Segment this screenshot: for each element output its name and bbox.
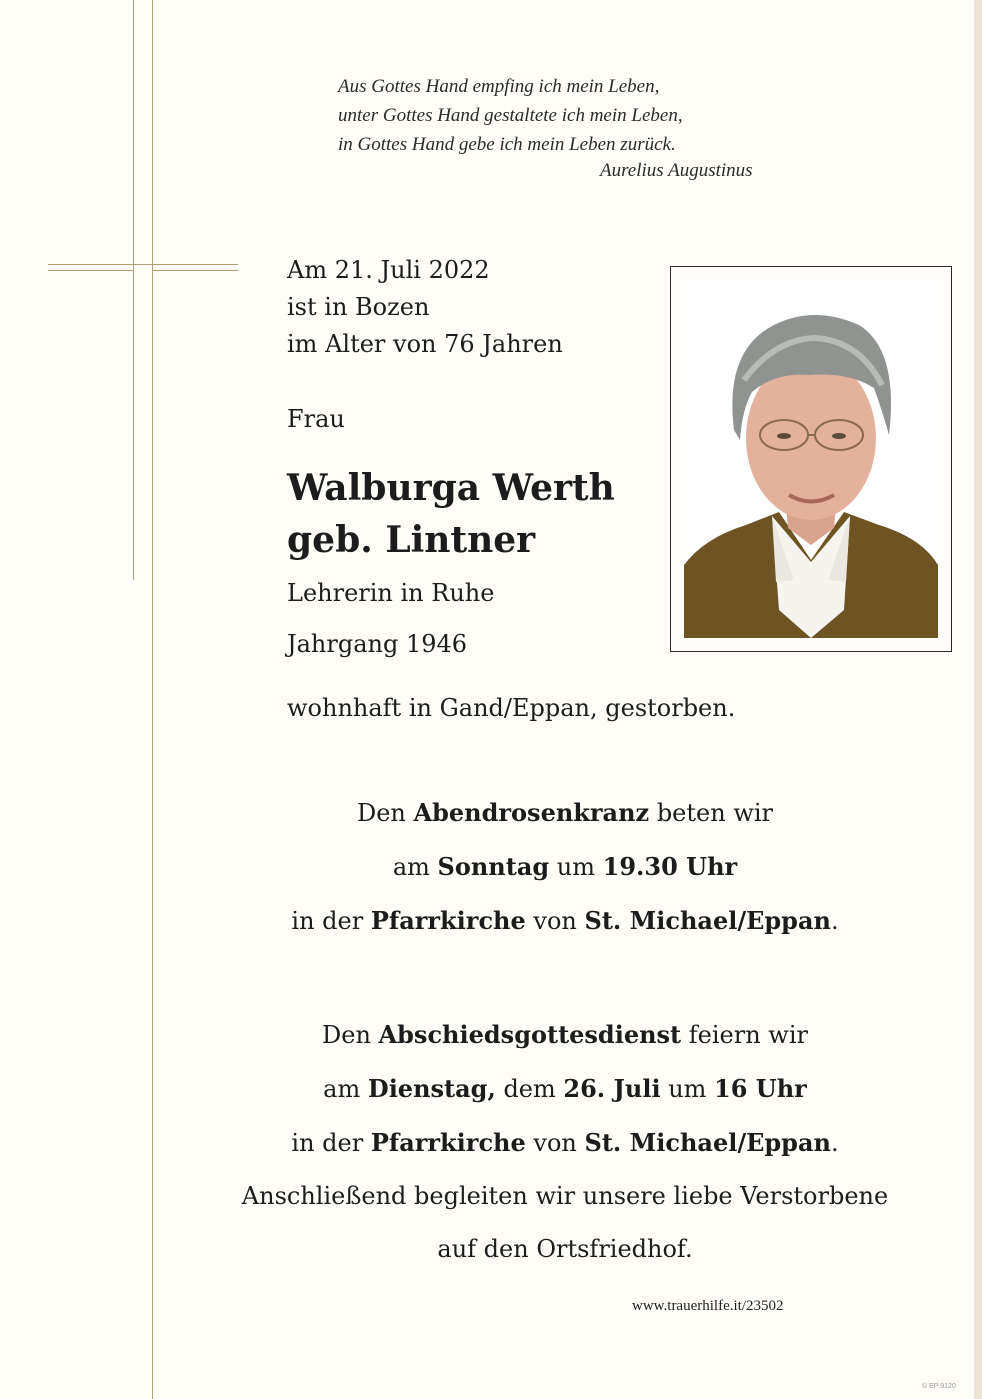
funeral-mass-announcement <box>200 1008 930 1276</box>
mass-line: Den Abschiedsgottesdienst feiern wir <box>322 1020 808 1049</box>
portrait-photo <box>684 280 938 638</box>
deceased-name <box>287 462 615 566</box>
age: im Alter von 76 Jahren <box>287 330 563 358</box>
quote-line: Aus Gottes Hand empfing ich mein Leben, <box>338 76 660 97</box>
rosary-line: am Sonntag um 19.30 Uhr <box>392 852 738 881</box>
quote <box>338 72 683 159</box>
death-notice <box>287 252 563 363</box>
mass-line: am Dienstag, dem 26. Juli um 16 Uhr <box>323 1074 807 1103</box>
portrait-frame <box>670 266 952 652</box>
profession: Lehrerin in Ruhe <box>287 579 495 607</box>
print-code: © EP 9120 <box>922 1383 956 1390</box>
quote-author: Aurelius Augustinus <box>600 160 753 181</box>
death-date: Am 21. Juli 2022 <box>287 256 490 284</box>
rosary-line: in der Pfarrkirche von St. Michael/Eppan. <box>291 906 839 935</box>
birth-year: Jahrgang 1946 <box>287 630 468 658</box>
quote-line: unter Gottes Hand gestaltete ich mein Leben, <box>338 105 683 126</box>
birth-name: geb. Lintner <box>287 519 536 561</box>
quote-line: in Gottes Hand gebe ich mein Leben zurück. <box>338 134 676 155</box>
burial-line: Anschließend begleiten wir unsere liebe Verstorbene <box>241 1182 889 1210</box>
burial-line: auf den Ortsfriedhof. <box>437 1235 693 1263</box>
residence: wohnhaft in Gand/Eppan, gestorben. <box>287 694 736 722</box>
rosary-announcement <box>200 786 930 948</box>
rosary-line: Den Abendrosenkranz beten wir <box>356 798 774 827</box>
mass-line: in der Pfarrkirche von St. Michael/Eppan. <box>291 1128 839 1157</box>
website-link[interactable]: www.trauerhilfe.it/23502 <box>632 1298 784 1314</box>
salutation: Frau <box>287 405 345 433</box>
death-place: ist in Bozen <box>287 293 430 321</box>
full-name: Walburga Werth <box>287 467 615 509</box>
